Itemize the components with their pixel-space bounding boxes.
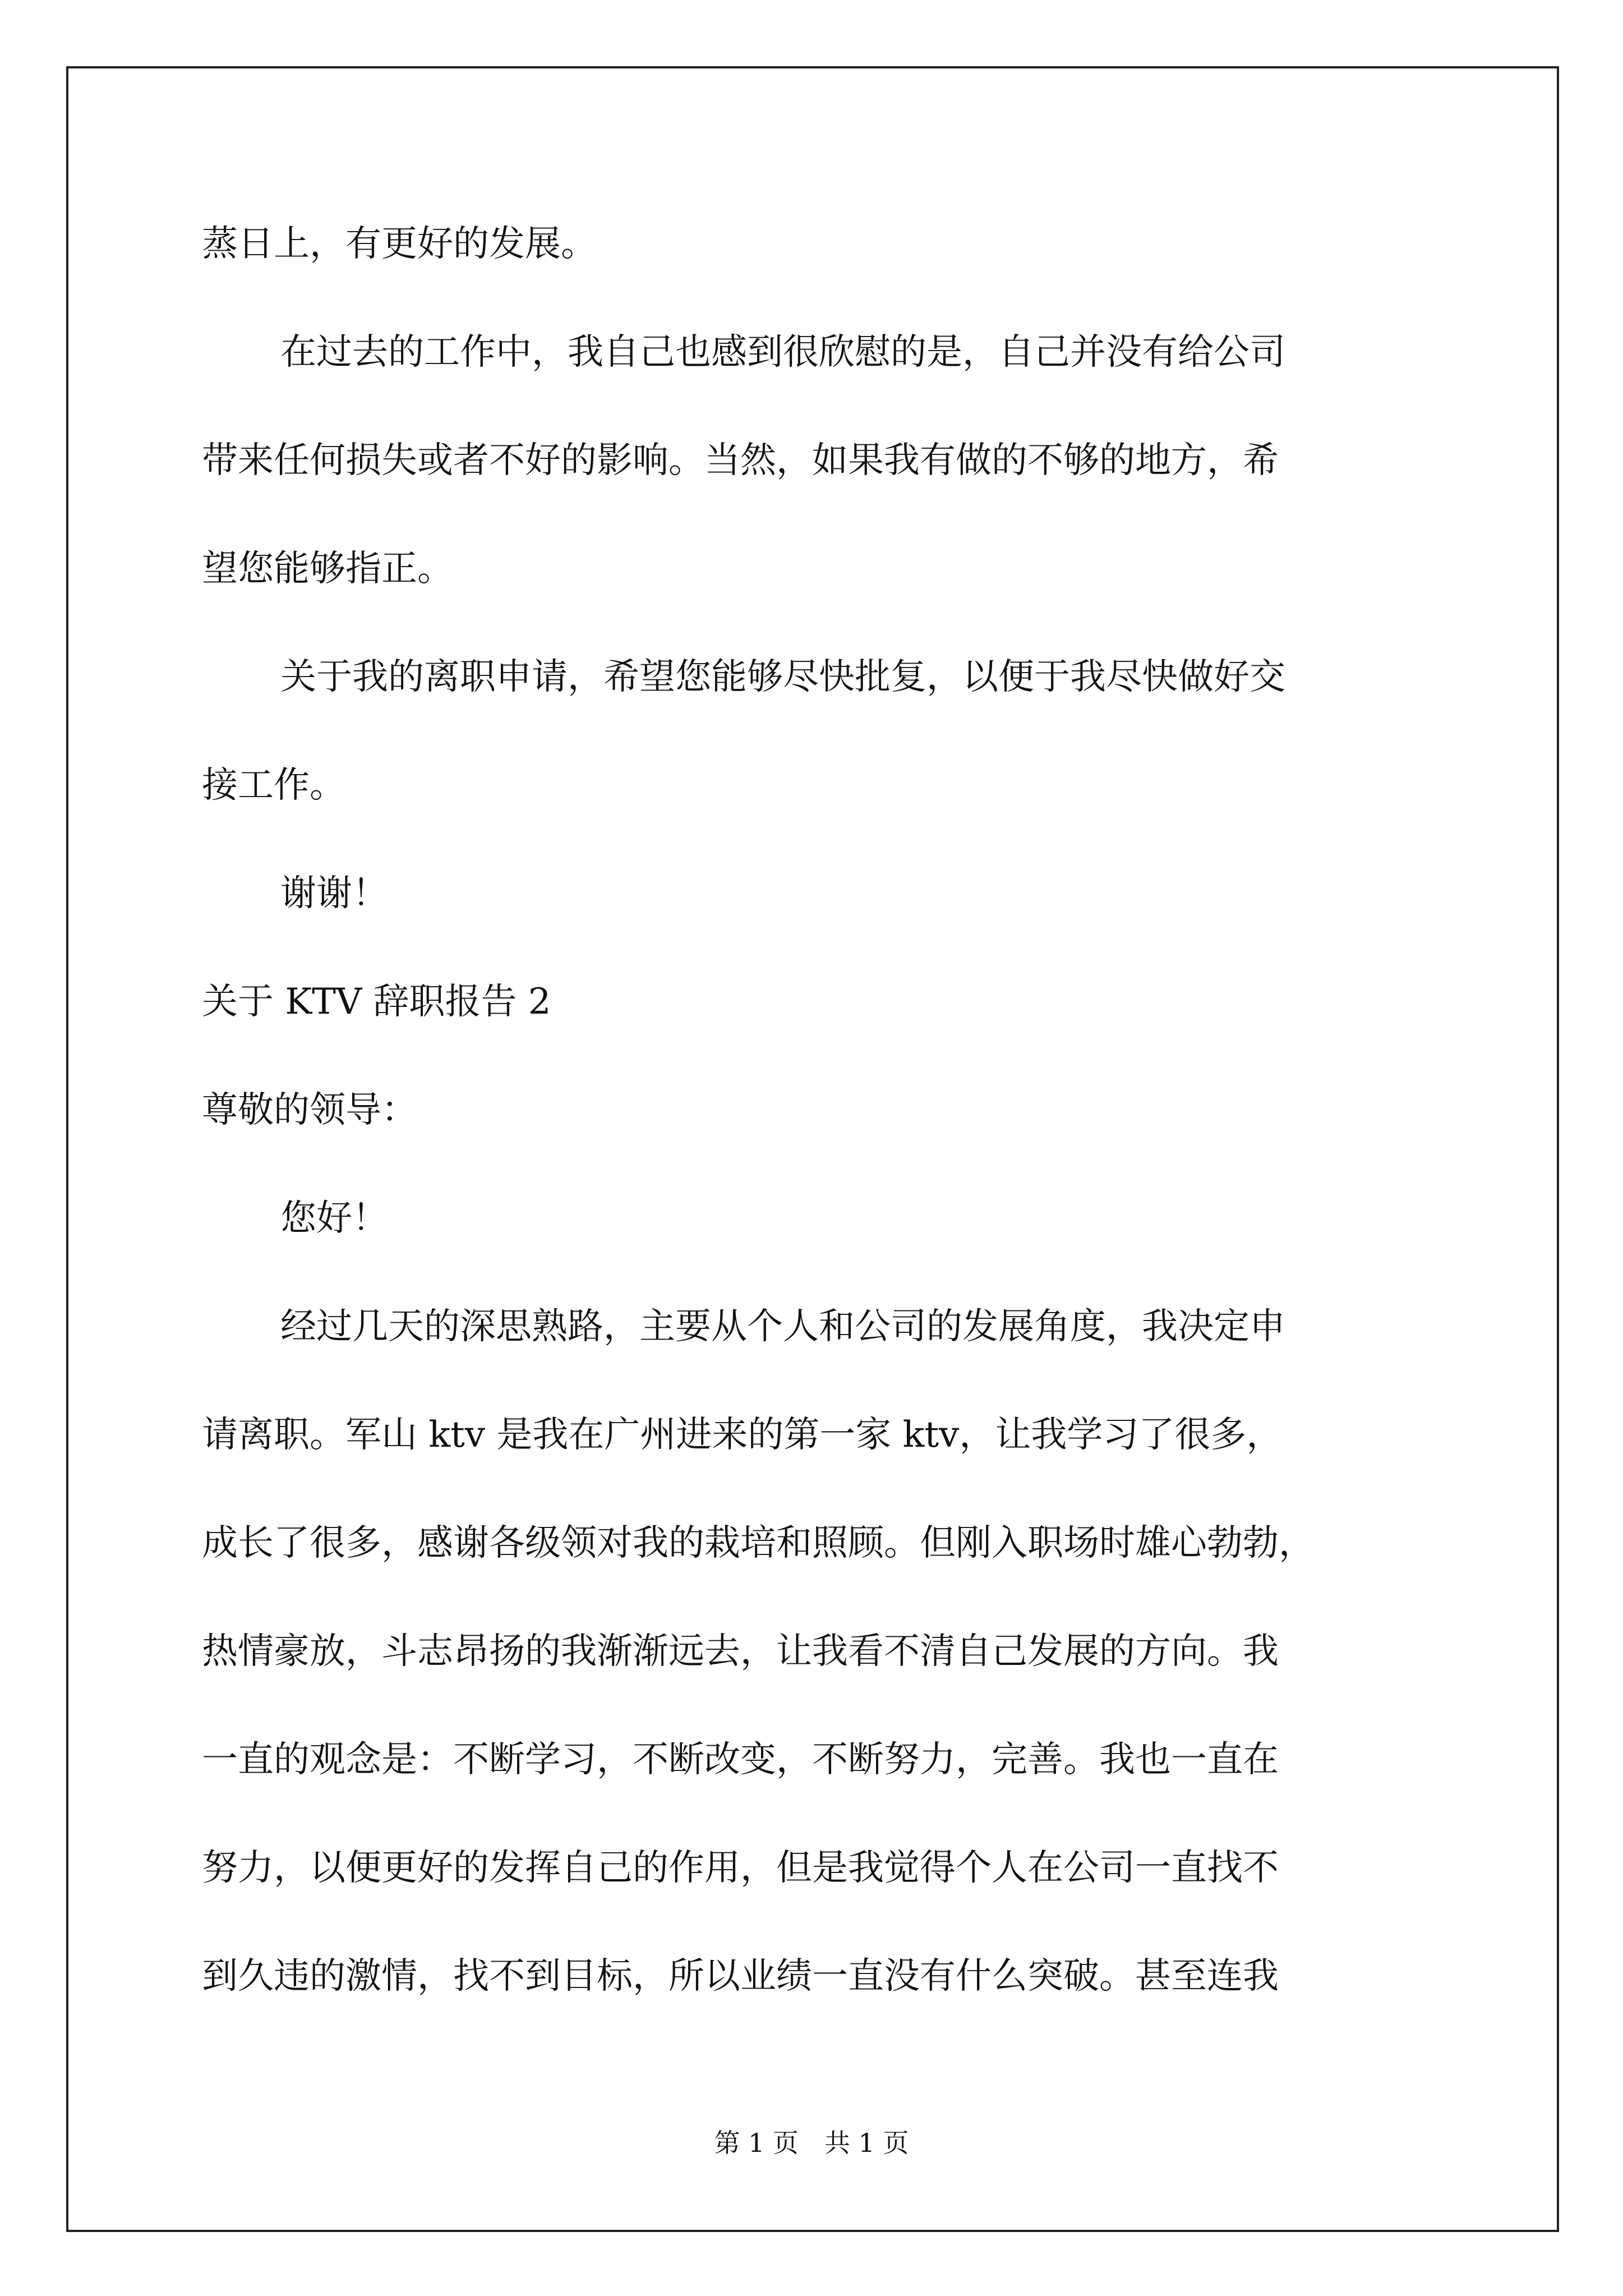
text-line: 蒸日上，有更好的发展。 bbox=[202, 223, 597, 265]
text-line: 在过去的工作中，我自己也感到很欣慰的是，自己并没有给公司 bbox=[280, 332, 1285, 373]
page-border bbox=[66, 66, 1559, 2232]
text-line: 到久违的激情，找不到目标，所以业绩一直没有什么突破。甚至连我 bbox=[202, 1955, 1279, 1997]
text-line: 请离职。军山 ktv 是我在广州进来的第一家 ktv，让我学习了很多， bbox=[202, 1414, 1283, 1456]
text-line: 经过几天的深思熟路，主要从个人和公司的发展角度，我决定申 bbox=[280, 1306, 1285, 1347]
salutation: 尊敬的领导： bbox=[202, 1089, 417, 1131]
greeting: 您好！ bbox=[280, 1198, 388, 1239]
text-line: 努力，以便更好的发挥自己的作用，但是我觉得个人在公司一直找不 bbox=[202, 1847, 1279, 1889]
text-line: 一直的观念是：不断学习，不断改变，不断努力，完善。我也一直在 bbox=[202, 1739, 1279, 1780]
text-line: 望您能够指正。 bbox=[202, 548, 453, 590]
section-heading: 关于 KTV 辞职报告 2 bbox=[202, 981, 551, 1023]
text-line: 带来任何损失或者不好的影响。当然，如果我有做的不够的地方，希 bbox=[202, 440, 1279, 481]
text-line: 关于我的离职申请，希望您能够尽快批复，以便于我尽快做好交 bbox=[280, 656, 1285, 698]
text-line: 谢谢！ bbox=[280, 873, 388, 914]
page-footer: 第 1 页 共 1 页 bbox=[714, 2128, 909, 2158]
text-line: 接工作。 bbox=[202, 765, 345, 806]
text-line: 热情豪放，斗志昂扬的我渐渐远去，让我看不清自己发展的方向。我 bbox=[202, 1631, 1279, 1672]
text-line: 成长了很多，感谢各级领对我的栽培和照顾。但刚入职场时雄心勃勃， bbox=[202, 1522, 1315, 1564]
